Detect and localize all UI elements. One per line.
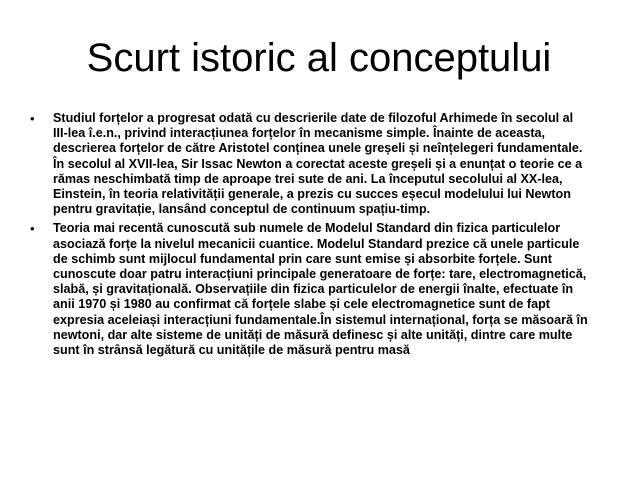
bullet-item-2 — [30, 221, 590, 358]
bullet-marker: • — [30, 111, 35, 126]
bullet-marker: • — [30, 221, 35, 237]
bullet-list — [30, 111, 590, 362]
bullet-item-1 — [30, 111, 590, 217]
bullet-text: Studiul forțelor a progresat odată cu descrierile date de filozoful Arhimede în secolul al III-lea î.e.n., privind interacțiunea forțelor în mecanisme simple. Înainte de aceasta, descrierea forțelor de către Aristotel conținea unele greșeli și neînțelegeri fundamentale. În secolul al XVII-lea, Sir Issac Newton a corectat aceste greșeli și a enunțat o teorie ce a rămas neschimbată timp de aproape trei sute de ani. La începutul secolului al XX-lea, Einstein, în teoria relativității generale, a prezis cu succes eșecul modelului lui Newton pentru gravitație, lansând conceptul de continuum spațiu-timp. — [53, 111, 583, 217]
bullet-text: Teoria mai recentă cunoscută sub numele de Modelul Standard din fizica particulelor asociază forțe la nivelul mecanicii cuantice. Modelul Standard prezice că unele particule de schimb sunt mijlocul fundamental prin care sunt emise și absorbite forțele. Sunt cunoscute doar patru interacțiuni principale generatoare de forțe: tare, electromagnetică, slabă, și gravitațională. Observațiile din fizica particulelor de energii înalte, efectuate în anii 1970 și 1980 au confirmat că forțele slabe și cele electromagnetice sunt de fapt expresia aceleiași interacțiuni fundamentale.În sistemul internațional, forța se măsoară în newtoni, dar alte sisteme de unități de măsură definesc și alte unități, dintre care multe sunt în strânsă legătură cu unitățile de măsură pentru masă — [53, 221, 588, 358]
slide-title: Scurt istoric al conceptului — [86, 36, 552, 80]
